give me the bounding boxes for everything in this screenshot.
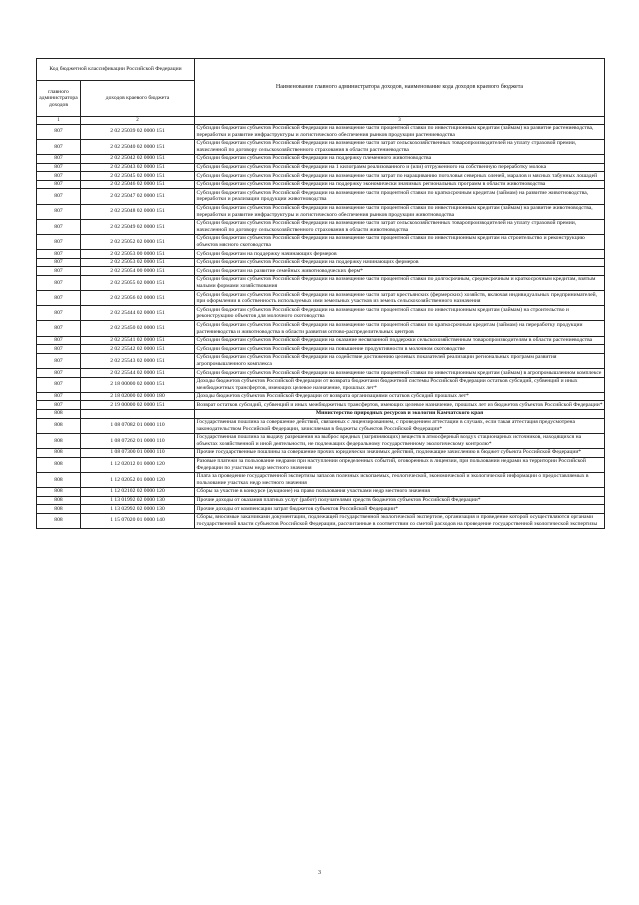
revenue-code-cell: 2 02 25444 02 0000 151 (81, 306, 195, 321)
revenue-code-cell: 1 12 02052 01 0000 120 (81, 472, 195, 487)
table-row (37, 124, 605, 139)
revenue-code-cell: 2 19 00000 02 0000 151 (81, 401, 195, 410)
admin-code-cell: 807 (37, 139, 81, 154)
revenue-name-cell: Субсидии бюджетам субъектов Российской Федерации на возмещение части затрат по наращиванию поголовья северных оленей, маралов и мясных табунных лошадей (195, 172, 605, 181)
revenue-name-cell: Субсидии бюджетам субъектов Российской Федерации на возмещение части затрат сельскохозяйственных товаропроизводителей на уплату страховой премии, начисленной по договору сельскохозяйственного страхования в области растениеводства (195, 139, 605, 154)
admin-code-cell: 807 (37, 392, 81, 401)
revenue-name-cell: Прочие доходы от оказания платных услуг (работ) получателями средств бюджетов субъектов Российской Федерации* (195, 496, 605, 505)
table-row (37, 505, 605, 514)
revenue-name-cell: Субсидии бюджетам субъектов Российской Федерации на возмещение части затрат сельскохозяйственных товаропроизводителей на уплату страховой премии, начисленной по договору сельскохозяйственного страхования в области животноводства (195, 219, 605, 234)
admin-code-cell: 807 (37, 336, 81, 345)
admin-code-cell: 807 (37, 267, 81, 276)
revenue-name-cell: Возврат остатков субсидий, субвенций и иных межбюджетных трансфертов, имеющих целевое назначение, прошлых лет из бюджетов субъектов Российской Федерации* (196, 401, 603, 408)
table-row (37, 487, 605, 496)
table-row (37, 409, 605, 418)
admin-code-cell: 807 (37, 154, 81, 163)
revenue-name-cell: Субсидии бюджетам субъектов Российской Федерации на возмещение части процентной ставки по инвестиционным кредитам (займам) на развитие растениеводства, переработки и развитие инфраструктуры и логистического обеспечения рынков продукции растениеводства (195, 124, 605, 139)
revenue-code-cell: 1 13 01992 02 0000 130 (81, 496, 195, 505)
admin-code-cell: 807 (37, 234, 81, 249)
revenue-code-cell: 2 02 25043 02 0000 151 (81, 163, 195, 172)
revenue-name-cell: Субсидии бюджетам субъектов Российской Федерации на поддержку экономически значимых региональных программ в области животноводства (195, 180, 605, 189)
table-row (37, 418, 605, 433)
admin-code-cell: 807 (37, 321, 81, 336)
revenue-name-cell: Разовые платежи за пользование недрами при наступлении определенных событий, оговоренных в лицензии, при пользовании недрами на территории Российской Федерации по участкам недр местного значения (195, 457, 605, 472)
revenue-name-cell: Субсидии бюджетам на развитие семейных животноводческих ферм* (195, 267, 605, 276)
table-row (37, 496, 605, 505)
table-row (37, 433, 605, 448)
admin-code-cell: 807 (37, 275, 81, 290)
admin-code-cell: 807 (37, 163, 81, 172)
admin-code-cell: 808 (37, 505, 81, 514)
admin-code-cell: 808 (37, 472, 81, 487)
revenue-name-cell: Субсидии бюджетам на поддержку начинающих фермеров (195, 250, 605, 259)
revenue-name-cell: Субсидии бюджетам субъектов Российской Федерации на повышение продуктивности в молочном скотоводстве (195, 345, 605, 354)
revenue-name-cell: Субсидии бюджетам субъектов Российской Федерации на поддержку начинающих фермеров (195, 258, 605, 267)
revenue-code-cell: 1 15 07020 01 0000 140 (81, 513, 195, 528)
admin-code-cell: 807 (37, 189, 81, 204)
header-num-2: 2 (81, 117, 195, 125)
admin-code-cell: 808 (37, 457, 81, 472)
admin-code-cell: 808 (37, 418, 81, 433)
revenue-code-cell: 2 02 25047 02 0000 151 (81, 189, 195, 204)
revenue-name-cell: Субсидии бюджетам субъектов Российской Федерации на возмещение части процентной ставки по инвестиционным кредитам (займам) в агропромышленном комплексе (195, 369, 605, 378)
table-row (37, 291, 605, 306)
admin-code-cell: 807 (37, 180, 81, 189)
admin-code-cell: 808 (37, 487, 81, 496)
admin-code-cell: 807 (37, 369, 81, 378)
revenue-name-cell: Субсидии бюджетам субъектов Российской Федерации на оказание несвязанной поддержки сельскохозяйственным товаропроизводителям в области растениеводства (195, 336, 605, 345)
table-body (37, 124, 605, 528)
admin-code-cell: 808 (37, 409, 81, 418)
revenue-code-cell: 1 08 07262 01 0000 110 (81, 433, 195, 448)
revenue-code-cell: 2 02 25542 02 0000 151 (81, 345, 195, 354)
table-row (37, 154, 605, 163)
admin-code-cell: 808 (37, 513, 81, 528)
revenue-name-cell: Субсидии бюджетам субъектов Российской Федерации на поддержку племенного животноводства (195, 154, 605, 163)
revenue-name-cell: Доходы бюджетов субъектов Российской Федерации от возврата организациями остатков субсидий прошлых лет* (195, 392, 605, 401)
admin-code-cell: 807 (37, 291, 81, 306)
revenue-name-cell: Доходы бюджетов субъектов Российской Федерации от возврата бюджетами бюджетной системы Российской Федерации остатков субсидий, субвенций и иных межбюджетных трансфертов, имеющих целевое назначение, прошлых лет* (195, 377, 605, 392)
revenue-code-cell: 2 02 25042 02 0000 151 (81, 154, 195, 163)
revenue-name-cell: Государственная пошлина за совершение действий, связанных с лицензированием, с проведением аттестации в случаях, если такая аттестация предусмотрена законодательством Российской Федерации, зачисляемая в бюджеты субъектов Российской Федерации* (195, 418, 605, 433)
revenue-name-cell: Субсидии бюджетам субъектов Российской Федерации на возмещение части процентной ставки по инвестиционным кредитам на строительство и реконструкцию объектов мясного скотоводства (195, 234, 605, 249)
admin-code-cell: 807 (37, 353, 81, 368)
header-group-title: Код бюджетной классификации Российской Федерации (37, 59, 195, 81)
revenue-code-cell: 2 02 25543 02 0000 151 (81, 353, 195, 368)
revenue-name-cell: Прочие доходы от компенсации затрат бюджетов субъектов Российской Федерации* (195, 505, 605, 514)
revenue-code-cell: 1 13 02992 02 0000 130 (81, 505, 195, 514)
revenue-code-cell: 2 02 25049 02 0000 151 (81, 219, 195, 234)
table-row (37, 353, 605, 368)
table-row (37, 163, 605, 172)
table-row (37, 369, 605, 378)
revenue-code-cell: 1 08 07300 01 0000 110 (81, 448, 195, 457)
admin-code-cell: 807 (37, 377, 81, 392)
revenue-code-cell: 2 02 25056 02 0000 151 (81, 291, 195, 306)
table-row (37, 401, 605, 410)
revenue-code-cell: 2 02 25045 02 0000 151 (81, 172, 195, 181)
header-revenue-column: доходов краевого бюджета (81, 81, 195, 117)
admin-code-cell: 808 (37, 496, 81, 505)
revenue-code-cell: 2 02 25541 02 0000 151 (81, 336, 195, 345)
table-row (37, 189, 605, 204)
revenue-name-cell: Субсидии бюджетам субъектов Российской Федерации на возмещение части процентной ставки по инвестиционным кредитам (займам) на развитие животноводства, переработки и развитие инфраструктуры и логистического обеспечения рынков продукции животноводства (195, 204, 605, 219)
admin-code-cell: 807 (37, 306, 81, 321)
admin-code-cell: 807 (37, 401, 81, 410)
revenue-code-cell: 2 18 02000 02 0000 180 (81, 392, 195, 401)
revenue-name-cell: Плата за проведение государственной экспертизы запасов полезных ископаемых, геологической, экономической и экологической информации о предоставляемых в пользование участках недр местного значения (195, 472, 605, 487)
revenue-code-cell: 1 12 02012 01 0000 120 (81, 457, 195, 472)
table-row (37, 513, 605, 528)
admin-code-cell: 807 (37, 204, 81, 219)
table-row (37, 172, 605, 181)
table-row (37, 275, 605, 290)
header-name-column: Наименование главного администратора доходов, наименование кода доходов краевого бюджета (195, 59, 605, 117)
revenue-code-cell: 2 02 25052 02 0000 151 (81, 234, 195, 249)
table-row (37, 392, 605, 401)
revenue-code-cell (81, 409, 195, 418)
revenue-name-cell: Государственная пошлина за выдачу разрешения на выброс вредных (загрязняющих) веществ в атмосферный воздух стационарных источников, находящихся на объектах хозяйственной и иной деятельности, не подлежащих федеральному государственному экологическому контролю* (195, 433, 605, 448)
table-row (37, 204, 605, 219)
header-num-3: 3 (195, 117, 605, 125)
revenue-name-cell: Субсидии бюджетам субъектов Российской Федерации на возмещение части процентной ставки по инвестиционным кредитам (займам) на строительство и реконструкцию объектов для молочного скотоводства (195, 306, 605, 321)
table-row (37, 250, 605, 259)
revenue-code-cell: 2 02 25450 02 0000 151 (81, 321, 195, 336)
revenue-code-cell: 2 02 25053 00 0000 151 (81, 250, 195, 259)
table-row (37, 336, 605, 345)
revenue-code-cell: 2 02 25048 02 0000 151 (81, 204, 195, 219)
table-row (37, 234, 605, 249)
table-row (37, 180, 605, 189)
revenue-code-cell: 2 02 25055 02 0000 151 (81, 275, 195, 290)
admin-code-cell: 807 (37, 258, 81, 267)
table-row (37, 321, 605, 336)
admin-code-cell: 807 (37, 124, 81, 139)
revenue-name-cell: Сборы, вносимые заказчиками документации, подлежащей государственной экологической экспертизе, организация и проведение которой осуществляются органами государственной власти субъектов Российской Федерации, рассчитанные в соответствии со сметой расходов на проведение государственной экологической экспертизы (195, 513, 605, 528)
table-row (37, 267, 605, 276)
admin-code-cell: 807 (37, 250, 81, 259)
revenue-name-cell: Прочие государственные пошлины за совершение прочих юридически значимых действий, подлежащие зачислению в бюджет субъекта Российской Федерации* (195, 448, 605, 457)
table-row (37, 139, 605, 154)
admin-code-cell: 807 (37, 219, 81, 234)
revenue-code-cell: 2 02 25046 02 0000 151 (81, 180, 195, 189)
table-row (37, 258, 605, 267)
revenue-code-cell: 1 08 07082 01 0000 110 (81, 418, 195, 433)
revenue-name-cell: Субсидии бюджетам субъектов Российской Федерации на возмещение части процентной ставки по краткосрочным кредитам (займам) на переработку продукции растениеводства и животноводства в области развития оптово-распределительных центров (195, 321, 605, 336)
revenue-name-cell: Субсидии бюджетам субъектов Российской Федерации на 1 килограмм реализованного и (или) отгруженного на собственную переработку молока (195, 163, 605, 172)
admin-code-cell: 808 (37, 433, 81, 448)
header-admin-column: главного администратора доходов (37, 81, 81, 117)
table-row (37, 448, 605, 457)
revenue-name-cell: Субсидии бюджетам субъектов Российской Федерации на возмещение части затрат крестьянских (фермерских) хозяйств, включая индивидуальных предпринимателей, при оформлении в собственность используемых ими земельных участков из земель сельскохозяйственного назначения (195, 291, 605, 306)
revenue-code-cell: 1 12 02102 02 0000 120 (81, 487, 195, 496)
revenue-code-cell: 2 02 25054 00 0000 151 (81, 267, 195, 276)
revenue-code-cell: 2 02 25039 02 0000 151 (81, 124, 195, 139)
revenue-name-cell: Министерство природных ресурсов и экологии Камчатского края (195, 409, 605, 418)
table-row (37, 345, 605, 354)
table-row (37, 472, 605, 487)
revenue-code-cell: 2 02 25040 02 0000 151 (81, 139, 195, 154)
table-row (37, 377, 605, 392)
revenue-code-cell: 2 02 25544 02 0000 151 (81, 369, 195, 378)
table-row (37, 306, 605, 321)
revenue-code-cell: 2 18 00000 02 0000 151 (81, 377, 195, 392)
revenue-codes-table (36, 58, 605, 529)
revenue-name-cell: Субсидии бюджетам субъектов Российской Федерации на содействие достижению целевых показателей реализации региональных программ развития агропромышленного комплекса (195, 353, 605, 368)
revenue-name-cell: Сборы за участие в конкурсе (аукционе) на право пользования участками недр местного значения (195, 487, 605, 496)
table-row (37, 219, 605, 234)
admin-code-cell: 807 (37, 172, 81, 181)
table-row (37, 457, 605, 472)
admin-code-cell: 808 (37, 448, 81, 457)
revenue-code-cell: 2 02 25053 02 0000 151 (81, 258, 195, 267)
admin-code-cell: 807 (37, 345, 81, 354)
page-number: 3 (318, 870, 321, 876)
revenue-name-cell: Субсидии бюджетам субъектов Российской Федерации на возмещение части процентной ставки по долгосрочным, среднесрочным и краткосрочным кредитам, взятым малыми формами хозяйствования (195, 275, 605, 290)
revenue-name-cell: Субсидии бюджетам субъектов Российской Федерации на возмещение части процентной ставки по краткосрочным кредитам (займам) на развитие животноводства, переработки и реализации продукции животноводства (195, 189, 605, 204)
header-num-1: 1 (37, 117, 81, 125)
